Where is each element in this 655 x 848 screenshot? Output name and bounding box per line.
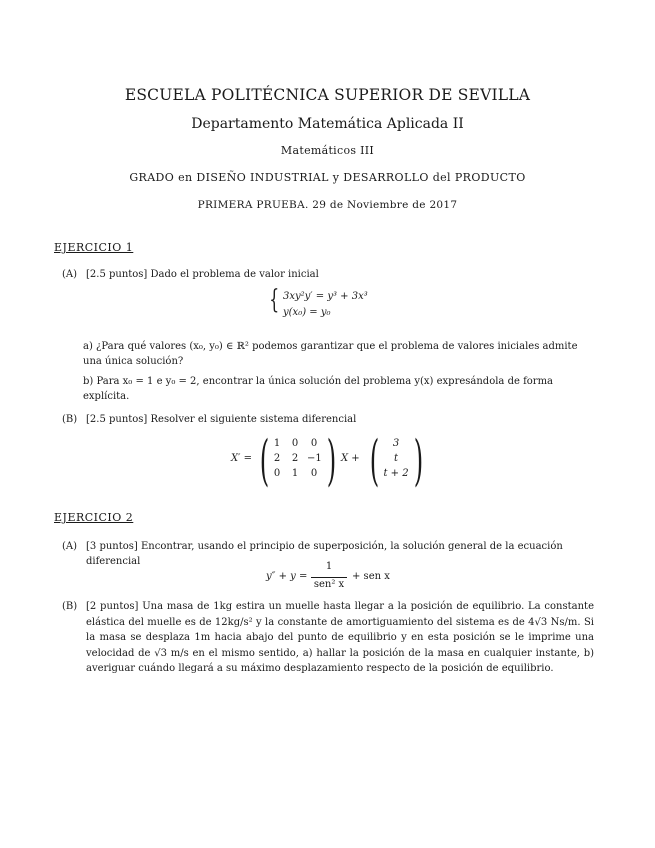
vector-left-paren: (	[369, 429, 380, 492]
ex2-part-b-statement: [2 puntos] Una masa de 1kg estira un muelle hasta llegar a la posición de equilibrio. La constante elástica del muelle es de 12kg/s² y la constante de amortiguamiento del sistema es de 4√3 Ns/m. Si la masa se desplaza 1m hacia abajo del punto de equilibrio y en esta posición se le imprime una velocidad de √3 m/s en el mismo sentido, a) hallar la posición de la masa en cualquier instante, b) averiguar cuándo llegará a su máximo desplazamiento respecto de la posición de equilibrio.	[86, 601, 594, 674]
ivp-initial-condition: y(x₀) = y₀	[283, 307, 331, 318]
matrix-cell: 0	[310, 438, 318, 449]
ex2-part-a-line2: diferencial	[86, 556, 141, 567]
degree-name: GRADO en DISEÑO INDUSTRIAL y DESARROLLO del PRODUCTO	[129, 171, 526, 184]
matrix-cell: −1	[307, 453, 322, 464]
de-rhs: + sen x	[352, 571, 390, 582]
ex2-part-a-line1: [3 puntos] Encontrar, usando el principio de superposición, la solución general de la ecuación	[86, 541, 563, 552]
system-lhs: X′ =	[231, 453, 252, 464]
de-denominator: sen² x	[313, 579, 345, 590]
test-line	[0, 199, 655, 211]
course-name: Matemáticos III	[280, 144, 375, 157]
matrix-cell: 0	[310, 468, 318, 479]
vector-cell: 3	[392, 438, 400, 449]
ex1-part-b-statement: [2.5 puntos] Resolver el siguiente sistema diferencial	[86, 414, 357, 425]
matrix-cell: 0	[291, 438, 299, 449]
matrix-cell: 2	[291, 453, 299, 464]
ex1-question-b-line1: b) Para x₀ = 1 e y₀ = 2, encontrar la única solución del problema y(x) expresándola de forma	[83, 376, 554, 387]
matrix-cell: 2	[273, 453, 281, 464]
matrix-right-paren: )	[326, 429, 337, 492]
ex2-part-b-label: (B)	[62, 601, 78, 612]
ivp-equation: 3xy²y′ = y³ + 3x³	[283, 291, 368, 302]
ex1-part-a-label: (A)	[62, 269, 78, 280]
matrix-cell: 1	[291, 468, 299, 479]
ex1-part-a-statement: [2.5 puntos] Dado el problema de valor inicial	[86, 269, 319, 280]
test-title: PRIMERA PRUEBA	[197, 199, 305, 211]
left-brace: {	[269, 285, 280, 315]
vector-right-paren: )	[413, 429, 424, 492]
de-lhs: y″ + y =	[266, 571, 308, 582]
matrix-cell: 0	[273, 468, 281, 479]
matrix-cell: 1	[273, 438, 281, 449]
vector-cell: t	[393, 453, 399, 464]
ex2-part-a-label: (A)	[62, 541, 78, 552]
exercise-2-title: EJERCICIO 2	[54, 511, 134, 524]
ex1-question-b-line2: explícita.	[83, 391, 130, 402]
ex1-question-a-line2: una única solución?	[83, 356, 184, 367]
ex1-question-a-line1: a) ¿Para qué valores (x₀, y₀) ∈ ℝ² podemos garantizar que el problema de valores iniciales admite	[83, 341, 578, 352]
system-mid: X +	[341, 453, 360, 464]
matrix-left-paren: (	[259, 429, 270, 492]
fraction-bar	[311, 577, 347, 578]
vector-cell: t + 2	[383, 468, 409, 479]
exercise-1-title: EJERCICIO 1	[54, 241, 134, 254]
department-name: Departamento Matemática Aplicada II	[191, 116, 464, 132]
de-numerator: 1	[325, 561, 333, 572]
school-name: ESCUELA POLITÉCNICA SUPERIOR DE SEVILLA	[124, 86, 531, 104]
test-date: . 29 de Noviembre de 2017	[304, 199, 458, 211]
ex1-part-b-label: (B)	[62, 414, 78, 425]
